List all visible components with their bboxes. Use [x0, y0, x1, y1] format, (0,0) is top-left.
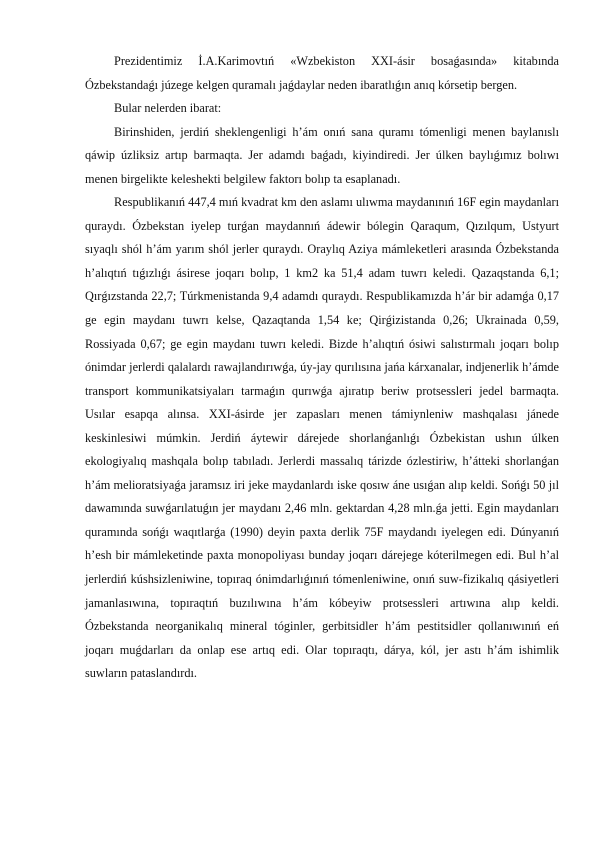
- paragraph-first-point: Birinshiden, jerdiń sheklengenligi h’ám onıń sana quramı tómenligi menen baylanıslı qáwip úzliksiz artıp barmaqta. Jer adamdı baǵadı, kiyindiredi. Jer úlken baylıǵımız bolıwı menen birgelikte keleshekti belgilew faktorı bolıp ta esaplanadı.: [85, 124, 559, 186]
- paragraph-intro: Prezidentimiz İ.A.Karimovtıń «Wzbekiston XXI-ásir bosaǵasında» kitabında Ózbekstandaǵı júzege kelgen quramalı jaǵdaylar neden ibaratlıǵın anıq kórsetip bergen.: [85, 54, 559, 92]
- document-page: [85, 50, 559, 686]
- paragraph-land-statistics: Respublikanıń 447,4 mıń kvadrat km den aslamı ulıwma maydanınıń 16F egin maydanları quraydı. Ózbekstan iyelep turǵan maydannıń ádewir bólegin Qaraqum, Qızılqum, Ustyurt sıyaqlı shól h’ám yarım shól jerler quraydı. Oraylıq Aziya mámleketleri arasında Ózbekstanda h’alıqtıń tıǵızlıǵı ásirese joqarı bolıp, 1 km2 ka 51,4 adam tuwrı keledi. Qazaqstanda 6,1; Qırǵızstanda 22,7; Túrkmenistanda 9,4 adamdı quraydı. Respublikamızda h’ár bir adamǵa 0,17 ge egin maydanı tuwrı kelse, Qazaqtanda 1,54 ke; Qirǵizistanda 0,26; Ukrainada 0,59, Rossiyada 0,67; ge egin maydanı tuwrı keledi. Bizde h’alıqtıń ósiwi salıstırmalı joqarı bolıp ónimdar jerlerdi qalalardı rawajlandırıwǵa, úy-jay qurılısına jańa kárxanalar, indjenerlik h’ámde transport kommunikatsiyaları tarmaǵın qurıwǵa ajıratıp beriw protsessleri jedel barmaqta. Usılar esapqa alınsa. XXI-ásirde jer zapasları menen támiynleniw mashqalası jánede keskinlesiwi múmkin. Jerdiń áytewir dárejede shorlanǵanlıǵı Ózbekistan ushın úlken ekologiyalıq mashqala bolıp tabıladı. Jerlerdi massalıq tárizde ózlestiriw, h’átteki shorlanǵan h’ám melioratsiyaǵa jaramsız iri jeke maydanlardı iske qosıw áne usıǵan alıp keldi. Sońǵı 50 jıl dawamında suwǵarılatuǵın jer maydanı 2,46 mln. gektardan 4,28 mln.ǵa jetti. Egin maydanları quramında sońǵı waqıtlarǵa (1990) deyin paxta derlik 75F maydandı iyelegen edi. Dúnyanıń h’esh bir mámleketinde paxta monopoliyası bunday joqarı dárejege kóterilmegen edi. Bul h’al jerlerdiń kúshsizleniwine, topıraq ónimdarlıǵınıń tómenleniwine, onıń suw-fizikalıq qásiyetleri jamanlasıwına, topıraqtıń buzılıwına h’ám kóbeyiw protsessleri artıwına alıp keldi. Ózbekstanda neorganikalıq mineral tóginler, gerbitsidler h’ám pestitsidler qollanıwınıń eń joqarı muǵdarları da onlap ese artıq edi. Olar topıraqtı, dárya, kól, jer astı h’ám ishimlik suwların pataslandırdı.: [85, 195, 559, 681]
- paragraph-question: Bular nelerden ibarat:: [114, 101, 222, 116]
